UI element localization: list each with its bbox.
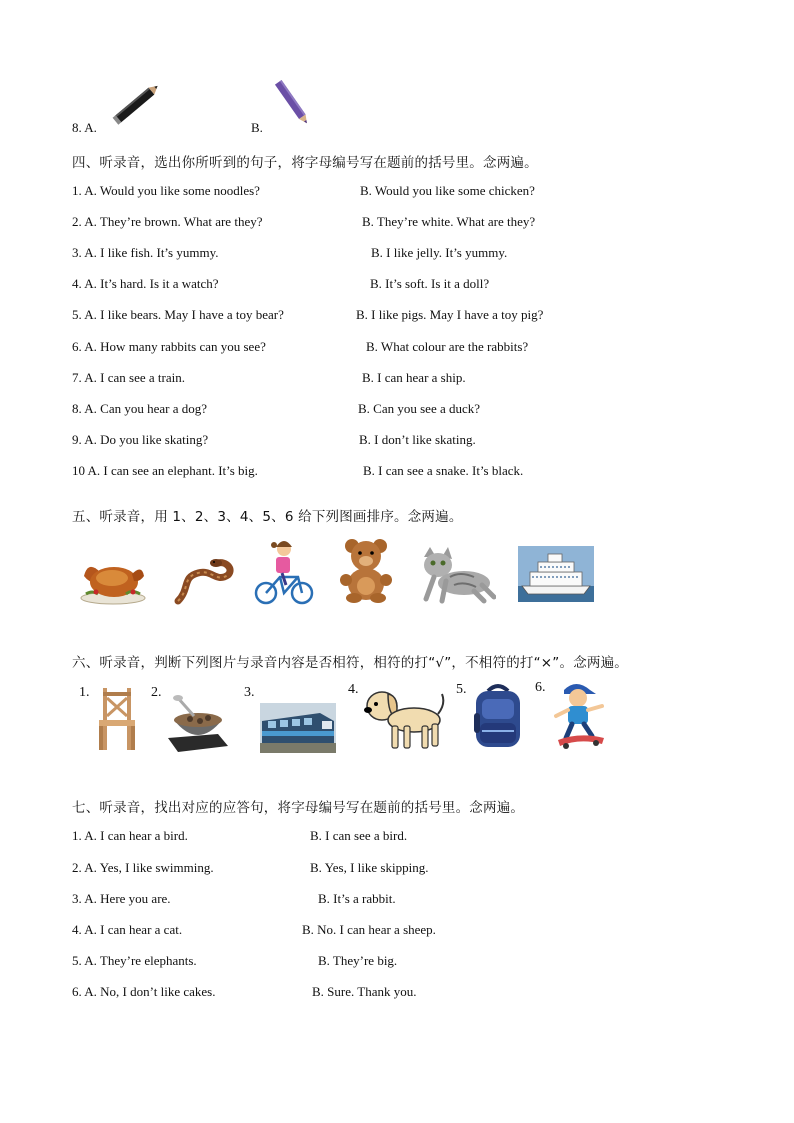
- s4-row6-b: B. What colour are the rabbits?: [366, 339, 529, 354]
- q8-a-label: 8. A.: [72, 120, 97, 135]
- s4-row1-b: B. Would you like some chicken?: [360, 183, 535, 198]
- section7-heading: 七、听录音，找出对应的应答句，将字母编号写在题前的括号里。念两遍。: [72, 800, 525, 816]
- kitten-icon: [420, 545, 496, 605]
- s4-row3-a: 3. A. I like fish. It’s yummy.: [72, 245, 219, 260]
- section5-heading: 五、听录音，用 1、2、3、4、5、6 给下列图画排序。念两遍。: [72, 509, 463, 525]
- s4-row6-a: 6. A. How many rabbits can you see?: [72, 339, 266, 354]
- s6-number-4: 4.: [348, 682, 359, 697]
- section6-heading: 六、听录音，判断下列图片与录音内容是否相符，相符的打“√”，不相符的打“×”。念两遍。: [72, 655, 628, 671]
- s7-row2-a: 2. A. Yes, I like swimming.: [72, 860, 214, 875]
- s4-row2-a: 2. A. They’re brown. What are they?: [72, 214, 263, 229]
- s4-row10-a: 10 A. I can see an elephant. It’s big.: [72, 463, 258, 478]
- backpack-icon: [470, 683, 526, 751]
- s4-row7-b: B. I can hear a ship.: [362, 370, 466, 385]
- s7-row5-a: 5. A. They’re elephants.: [72, 953, 197, 968]
- s4-row5-b: B. I like pigs. May I have a toy pig?: [356, 307, 544, 322]
- s7-row1-a: 1. A. I can hear a bird.: [72, 828, 188, 843]
- s6-number-3: 3.: [244, 685, 255, 700]
- s7-row6-a: 6. A. No, I don’t like cakes.: [72, 984, 216, 999]
- s7-row4-a: 4. A. I can hear a cat.: [72, 922, 183, 937]
- q8-b-label: B.: [251, 120, 263, 135]
- dog-icon: [362, 684, 446, 752]
- s7-row3-a: 3. A. Here you are.: [72, 891, 171, 906]
- s4-row9-a: 9. A. Do you like skating?: [72, 432, 209, 447]
- skateboard-boy-icon: [550, 680, 610, 750]
- section4-heading: 四、听录音，选出你所听到的句子，将字母编号写在题前的括号里。念两遍。: [72, 155, 538, 171]
- cruise-ship-icon: [518, 546, 594, 602]
- teddy-bear-icon: [334, 536, 398, 604]
- s4-row9-b: B. I don’t like skating.: [359, 432, 476, 447]
- s6-number-2: 2.: [151, 685, 162, 700]
- s7-row3-b: B. It’s a rabbit.: [318, 891, 396, 906]
- girl-on-bike-icon: [254, 535, 314, 607]
- chair-icon: [97, 686, 137, 752]
- roast-chicken-icon: [78, 548, 148, 606]
- s4-row1-a: 1. A. Would you like some noodles?: [72, 183, 260, 198]
- s7-row2-b: B. Yes, I like skipping.: [310, 860, 429, 875]
- s7-row5-b: B. They’re big.: [318, 953, 398, 968]
- s4-row7-a: 7. A. I can see a train.: [72, 370, 185, 385]
- s4-row4-b: B. It’s soft. Is it a doll?: [370, 276, 490, 291]
- purple-pencil-icon: [268, 72, 316, 132]
- noodle-bowl-icon: [164, 694, 232, 754]
- black-pencil-icon: [108, 74, 168, 132]
- s4-row8-a: 8. A. Can you hear a dog?: [72, 401, 208, 416]
- s4-row3-b: B. I like jelly. It’s yummy.: [371, 245, 508, 260]
- s4-row8-b: B. Can you see a duck?: [358, 401, 481, 416]
- s6-number-1: 1.: [79, 685, 90, 700]
- train-icon: [260, 703, 336, 753]
- snake-icon: [172, 549, 234, 607]
- s7-row6-b: B. Sure. Thank you.: [312, 984, 417, 999]
- s4-row2-b: B. They’re white. What are they?: [362, 214, 536, 229]
- s7-row4-b: B. No. I can hear a sheep.: [302, 922, 436, 937]
- s7-row1-b: B. I can see a bird.: [310, 828, 408, 843]
- s4-row4-a: 4. A. It’s hard. Is it a watch?: [72, 276, 219, 291]
- s6-number-6: 6.: [535, 680, 546, 695]
- s4-row5-a: 5. A. I like bears. May I have a toy bear?: [72, 307, 284, 322]
- s6-number-5: 5.: [456, 682, 467, 697]
- s4-row10-b: B. I can see a snake. It’s black.: [363, 463, 524, 478]
